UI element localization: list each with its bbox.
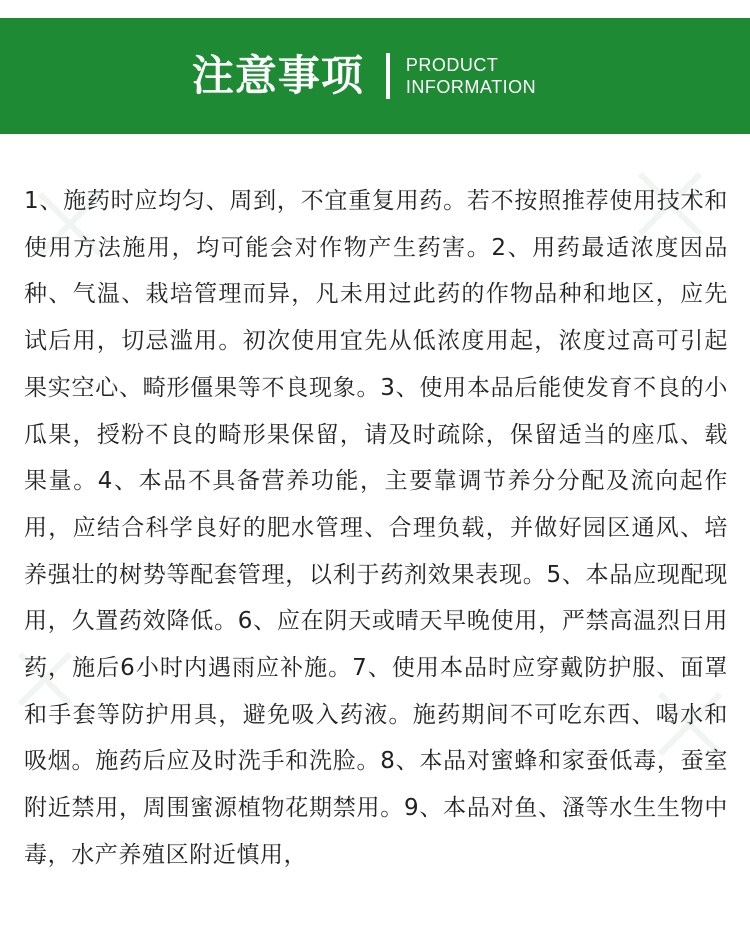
precautions-text: 1、施药时应均匀、周到，不宜重复用药。若不按照推荐使用技术和使用方法施用，均可能会对作物产生药害。2、用药最适浓度因品种、气温、栽培管理而异，凡未用过此药的作物品种和地区，应先试后用，切忌滥用。初次使用宜先从低浓度用起，浓度过高可引起果实空心、畸形僵果等不良现象。3、使用本品后能使发育不良的小瓜果，授粉不良的畸形果保留，请及时疏除，保留适当的座瓜、载果量。4、本品不具备营养功能，主要靠调节养分分配及流向起作用，应结合科学良好的肥水管理、合理负载，并做好园区通风、培养强壮的树势等配套管理，以利于药剂效果表现。5、本品应现配现用，久置药效降低。6、应在阴天或晴天早晚使用，严禁高温烈日用药，施后6小时内遇雨应补施。7、使用本品时应穿戴防护服、面罩和手套等防护用具，避免吸入药液。施药期间不可吃东西、喝水和吸烟。施药后应及时洗手和洗脸。8、本品对蜜蜂和家蚕低毒，蚕室附近禁用，周围蜜源植物花期禁用。9、本品对鱼、溞等水生生物中毒，水产养殖区附近慎用， — [24, 188, 728, 868]
page-title: 注意事项 — [191, 51, 364, 100]
header-divider — [386, 53, 390, 99]
header-subtitle-line2: INFORMATION — [405, 77, 537, 97]
header-subtitle — [406, 54, 536, 98]
header-subtitle-line1: PRODUCT — [405, 55, 499, 75]
header-banner — [0, 18, 750, 134]
header-content — [192, 53, 536, 99]
